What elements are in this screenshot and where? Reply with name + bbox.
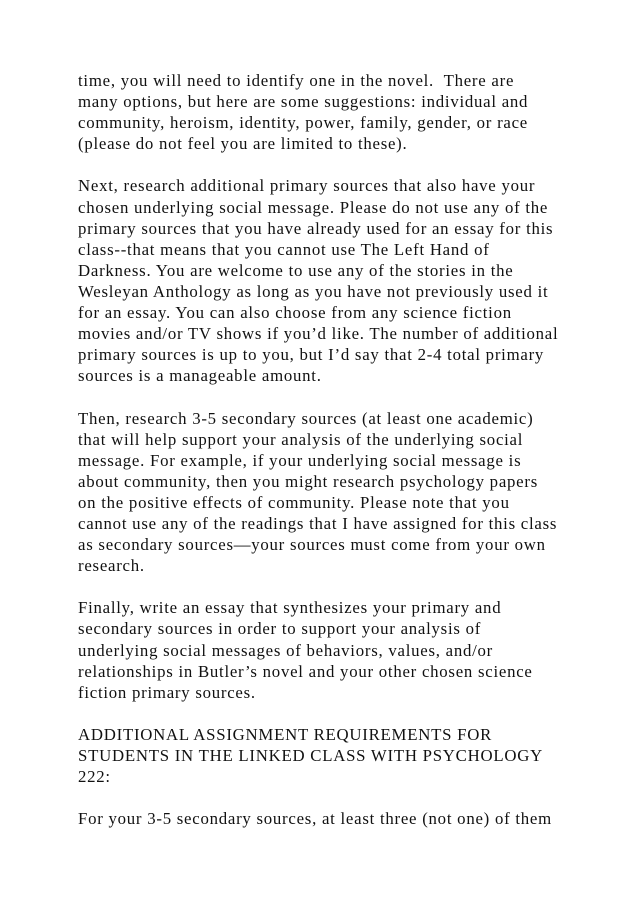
paragraph-theme-options (78, 70, 578, 154)
text-line: (please do not feel you are limited to these). (78, 134, 408, 154)
paragraph-gap (78, 154, 578, 175)
text-line: Then, research 3-5 secondary sources (at least one academic) (78, 408, 534, 428)
text-line: secondary sources in order to support your analysis of (78, 619, 482, 639)
text-line: Next, research additional primary sources that also have your (78, 176, 536, 196)
text-line: movies and/or TV shows if you’d like. The number of additional (78, 324, 559, 344)
text-line: sources is a manageable amount. (78, 366, 322, 386)
text-line: primary sources that you have already used for an essay for this (78, 218, 554, 238)
text-line: Finally, write an essay that synthesizes your primary and (78, 598, 502, 618)
heading-line: 222: (78, 767, 111, 787)
text-line: primary sources is up to you, but I’d say that 2-4 total primary (78, 345, 545, 365)
paragraph-gap (78, 787, 578, 808)
paragraph-gap (78, 576, 578, 597)
text-line: underlying social messages of behaviors, values, and/or (78, 640, 494, 660)
paragraph-gap (78, 703, 578, 724)
text-line: research. (78, 556, 145, 576)
text-line: message. For example, if your underlying social message is (78, 450, 522, 470)
text-line: cannot use any of the readings that I have assigned for this class (78, 513, 558, 533)
text-line: community, heroism, identity, power, family, gender, or race (78, 113, 529, 133)
document-body (78, 70, 578, 829)
paragraph-essay-synthesis (78, 597, 578, 702)
paragraph-primary-sources (78, 175, 578, 386)
text-line: Darkness. You are welcome to use any of the stories in the (78, 260, 514, 280)
text-line: on the positive effects of community. Please note that you (78, 492, 510, 512)
text-line: many options, but here are some suggestions: individual and (78, 92, 529, 112)
text-line: time, you will need to identify one in the novel. There are (78, 71, 515, 90)
heading-line: STUDENTS IN THE LINKED CLASS WITH PSYCHOLOGY (78, 746, 543, 765)
text-line: for an essay. You can also choose from any science fiction (78, 303, 512, 323)
text-line: Wesleyan Anthology as long as you have not previously used it (78, 281, 549, 301)
text-line: that will help support your analysis of the underlying social (78, 429, 524, 449)
paragraph-psychology-requirement (78, 808, 578, 829)
paragraph-secondary-sources (78, 408, 578, 577)
text-line: about community, then you might research psychology papers (78, 471, 538, 491)
text-line: For your 3-5 secondary sources, at least three (not one) of them (78, 809, 552, 829)
text-line: class--that means that you cannot use The Left Hand of (78, 239, 490, 259)
heading-line: ADDITIONAL ASSIGNMENT REQUIREMENTS FOR (78, 724, 493, 744)
text-line: as secondary sources—your sources must come from your own (78, 535, 546, 555)
paragraph-gap (78, 386, 578, 407)
text-line: chosen underlying social message. Please do not use any of the (78, 197, 549, 217)
section-heading-additional-requirements (78, 724, 578, 787)
text-line: relationships in Butler’s novel and your other chosen science (78, 661, 533, 681)
text-line: fiction primary sources. (78, 682, 256, 702)
